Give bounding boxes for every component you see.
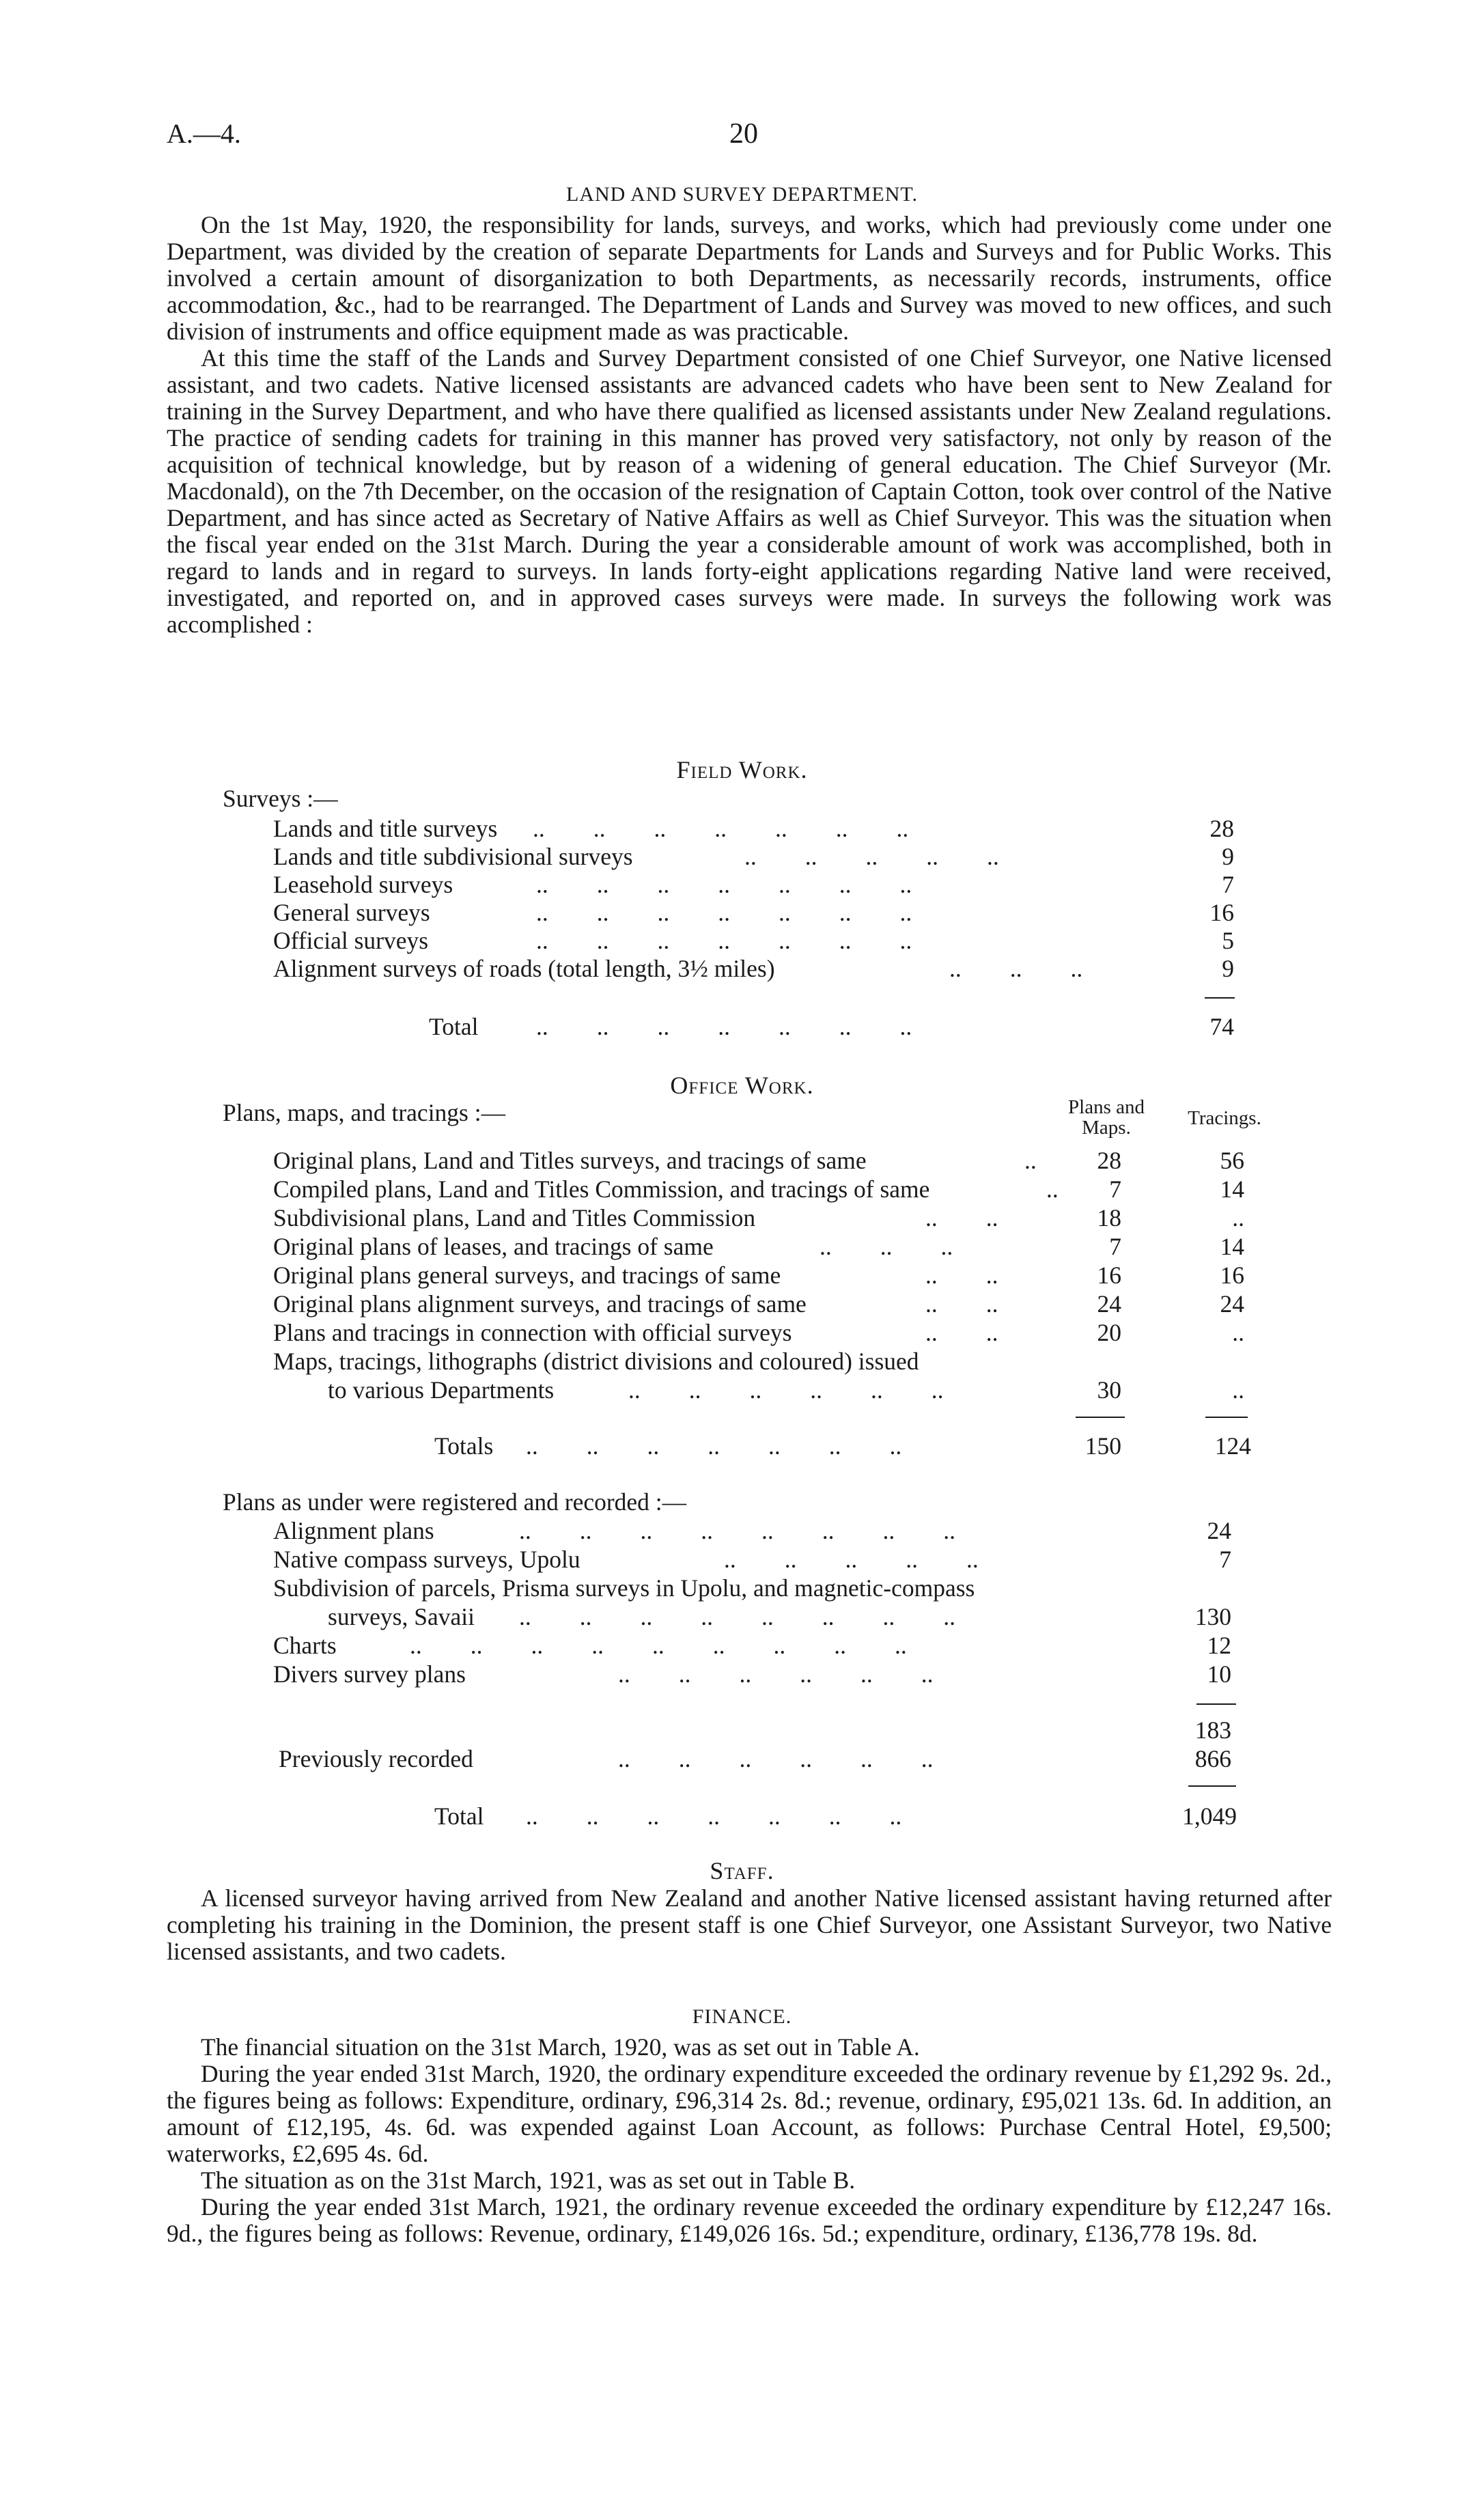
registered-item-value: 24: [1207, 1517, 1231, 1544]
office-row-tracings: ..: [1232, 1319, 1244, 1346]
office-row-plans: 24: [1097, 1290, 1121, 1318]
totals-rule-plans: [1076, 1417, 1125, 1418]
registered-total-label: Total: [434, 1802, 484, 1830]
leader-dots: .. .. .. .. .. .. ..: [536, 871, 912, 898]
leader-dots: .. ..: [925, 1319, 998, 1346]
office-row-tracings: 14: [1220, 1175, 1244, 1203]
previously-recorded-label: Previously recorded: [279, 1745, 473, 1772]
leader-dots: ..: [1046, 1175, 1059, 1203]
registered-item-label: Alignment plans: [273, 1517, 434, 1544]
total-rule: [1188, 1785, 1236, 1787]
leader-dots: .. .. .. .. .. .. .. ..: [519, 1603, 955, 1630]
registered-subdivision-line-1: Subdivision of parcels, Prisma surveys in Upolu, and magnetic-compass: [273, 1574, 975, 1602]
leader-dots: .. .. ..: [820, 1233, 953, 1260]
registered-item-label: Native compass surveys, Upolu: [273, 1546, 580, 1573]
office-row-label: Plans and tracings in connection with official surveys: [273, 1319, 792, 1346]
office-maps-tracings: ..: [1232, 1376, 1244, 1404]
leader-dots: .. .. .. .. ..: [744, 843, 999, 870]
office-row-label: Original plans general surveys, and tracings of same: [273, 1262, 781, 1289]
registered-item-value: 10: [1207, 1660, 1231, 1688]
office-totals-plans: 150: [1084, 1432, 1121, 1460]
office-maps-plans: 30: [1097, 1376, 1121, 1404]
document-reference: A.—4.: [167, 118, 241, 149]
office-row-tracings: 56: [1220, 1147, 1244, 1174]
leader-dots: .. ..: [925, 1262, 998, 1289]
office-totals-label: Totals: [434, 1432, 494, 1460]
leader-dots: .. .. .. .. .. .. ..: [526, 1432, 902, 1460]
registered-subdivision-line-2: surveys, Savaii: [328, 1603, 475, 1630]
registered-total-value: 1,049: [1182, 1802, 1237, 1830]
office-row-plans: 16: [1097, 1262, 1121, 1289]
registered-subdivision-value: 130: [1194, 1603, 1231, 1630]
surveys-label: Surveys :—: [223, 785, 338, 812]
staff-text: [167, 1885, 1332, 1965]
field-item-label: Alignment surveys of roads (total length, 3½ miles): [273, 955, 775, 982]
registered-item-value: 7: [1219, 1546, 1231, 1573]
field-total-value: 74: [1209, 1013, 1234, 1040]
leader-dots: .. .. .. .. .. .. ..: [533, 815, 909, 842]
office-row-plans: 7: [1109, 1233, 1121, 1260]
field-item-label: Lands and title surveys: [273, 815, 498, 842]
subtotal-rule: [1196, 1703, 1236, 1705]
totals-rule-tracings: [1205, 1417, 1248, 1418]
leader-dots: .. .. .. .. .. .. .. ..: [519, 1517, 955, 1544]
leader-dots: .. ..: [925, 1290, 998, 1318]
office-row-tracings: ..: [1232, 1204, 1244, 1231]
field-item-value: 9: [1222, 955, 1234, 982]
leader-dots: .. .. ..: [949, 955, 1083, 982]
office-maps-line-2: to various Departments: [328, 1376, 555, 1404]
field-item-label: General surveys: [273, 899, 430, 926]
field-item-value: 7: [1222, 871, 1234, 898]
column-header-tracings: Tracings.: [1188, 1107, 1261, 1129]
field-item-label: Official surveys: [273, 927, 429, 954]
registered-intro: Plans as under were registered and recorded :—: [223, 1488, 687, 1516]
staff-heading: Staff.: [710, 1857, 774, 1884]
office-row-plans: 18: [1097, 1204, 1121, 1231]
office-row-label: Subdivisional plans, Land and Titles Commission: [273, 1204, 756, 1231]
staff-paragraph: A licensed surveyor having arrived from New Zealand and another Native licensed assistant having returned after completing his training in the Dominion, the present staff is one Chief Surveyor, one Assistant Surveyor, two Native licensed assistants, and two cadets.: [167, 1884, 1332, 1965]
leader-dots: .. .. .. .. .. .. ..: [536, 927, 912, 954]
leader-dots: .. .. .. .. ..: [724, 1546, 979, 1573]
leader-dots: .. .. .. .. .. ..: [618, 1745, 934, 1772]
office-row-label: Original plans alignment surveys, and tracings of same: [273, 1290, 807, 1318]
intro-text: [167, 212, 1332, 638]
leader-dots: .. .. .. .. .. .. ..: [536, 899, 912, 926]
office-maps-line-1: Maps, tracings, lithographs (district divisions and coloured) issued: [273, 1348, 919, 1375]
registered-item-label: Charts: [273, 1632, 337, 1659]
office-row-tracings: 14: [1220, 1233, 1244, 1260]
field-item-value: 5: [1222, 927, 1234, 954]
office-row-plans: 7: [1109, 1175, 1121, 1203]
leader-dots: .. .. .. .. .. ..: [628, 1376, 944, 1404]
leader-dots: .. ..: [925, 1204, 998, 1231]
registered-item-label: Divers survey plans: [273, 1660, 466, 1688]
finance-paragraph: During the year ended 31st March, 1920, the ordinary expenditure exceeded the ordinary revenue by £1,292 9s. 2d., the figures being as follows: Expenditure, ordinary, £96,314 2s. 8d.; revenue, ordinary, £95,021 13s. 6d. In addition, an amount of £12,195, 4s. 6d. was expended against Loan Account, as follows: Purchase Central Hotel, £9,500; waterworks, £2,695 4s. 6d.: [167, 2060, 1332, 2167]
leader-dots: ..: [1024, 1147, 1037, 1174]
office-row-tracings: 24: [1220, 1290, 1244, 1318]
office-work-heading: Office Work.: [670, 1072, 814, 1099]
finance-paragraph: The financial situation on the 31st March, 1920, was as set out in Table A.: [201, 2033, 920, 2061]
total-rule: [1205, 997, 1235, 999]
office-row-label: Original plans, Land and Titles surveys, and tracings of same: [273, 1147, 867, 1174]
field-item-value: 16: [1209, 899, 1234, 926]
field-work-heading: Field Work.: [676, 756, 808, 783]
column-header-plans: Plans and Maps.: [1068, 1096, 1145, 1139]
finance-paragraph: The situation as on the 31st March, 1921, was as set out in Table B.: [201, 2167, 856, 2194]
field-item-value: 28: [1209, 815, 1234, 842]
field-item-label: Leasehold surveys: [273, 871, 453, 898]
registered-subtotal: 183: [1194, 1716, 1231, 1744]
office-totals-tracings: 124: [1214, 1432, 1251, 1460]
leader-dots: .. .. .. .. .. .. ..: [526, 1802, 902, 1830]
office-row-plans: 28: [1097, 1147, 1121, 1174]
office-row-label: Compiled plans, Land and Titles Commission, and tracings of same: [273, 1175, 930, 1203]
previously-recorded-value: 866: [1194, 1745, 1231, 1772]
field-item-label: Lands and title subdivisional surveys: [273, 843, 633, 870]
intro-paragraph-2: At this time the staff of the Lands and Survey Department consisted of one Chief Surveyor, one Native licensed assistant, and two cadets. Native licensed assistants are advanced cadets who have been sent to New Zealand for training in the Survey Department, and who have there qualified as licensed assistants under New Zealand regulations. The practice of sending cadets for training in this manner has proved very satisfactory, not only by reason of the acquisition of technical knowledge, but by reason of a widening of general education. The Chief Surveyor (Mr. Macdonald), on the 7th December, on the occasion of the resignation of Captain Cotton, took over control of the Native Department, and has since acted as Secretary of Native Affairs as well as Chief Surveyor. This was the situation when the fiscal year ended on the 31st March. During the year a considerable amount of work was accomplished, both in regard to lands and in regard to surveys. In lands forty-eight applications regarding Native land were received, investigated, and reported on, and in approved cases surveys were made. In surveys the following work was accomplished :: [167, 344, 1332, 638]
office-row-label: Original plans of leases, and tracings of same: [273, 1233, 714, 1260]
leader-dots: .. .. .. .. .. ..: [618, 1660, 934, 1688]
field-item-value: 9: [1222, 843, 1234, 870]
intro-paragraph-1: On the 1st May, 1920, the responsibility for lands, surveys, and works, which had previously come under one Department, was divided by the creation of separate Departments for Lands and Surveys and for Public Works. This involved a certain amount of disorganization to both Departments, as necessarily records, instruments, office accommodation, &c., had to be rearranged. The Department of Lands and Survey was moved to new offices, and such division of instruments and office equipment made as was practicable.: [167, 211, 1332, 345]
office-row-plans: 20: [1097, 1319, 1121, 1346]
office-row-tracings: 16: [1220, 1262, 1244, 1289]
office-work-intro: Plans, maps, and tracings :—: [223, 1099, 506, 1126]
leader-dots: .. .. .. .. .. .. ..: [536, 1013, 912, 1040]
registered-item-value: 12: [1207, 1632, 1231, 1659]
finance-heading: FINANCE.: [692, 2005, 792, 2028]
finance-text: [167, 2034, 1332, 2247]
section-title: LAND AND SURVEY DEPARTMENT.: [565, 183, 919, 206]
field-total-label: Total: [429, 1013, 479, 1040]
leader-dots: .. .. .. .. .. .. .. .. ..: [410, 1632, 907, 1659]
finance-paragraph: During the year ended 31st March, 1921, the ordinary revenue exceeded the ordinary expenditure by £12,247 16s. 9d., the figures being as follows: Revenue, ordinary, £149,026 16s. 5d.; expenditure, ordinary, £136,778 19s. 8d.: [167, 2193, 1332, 2247]
page-number: 20: [729, 118, 758, 150]
